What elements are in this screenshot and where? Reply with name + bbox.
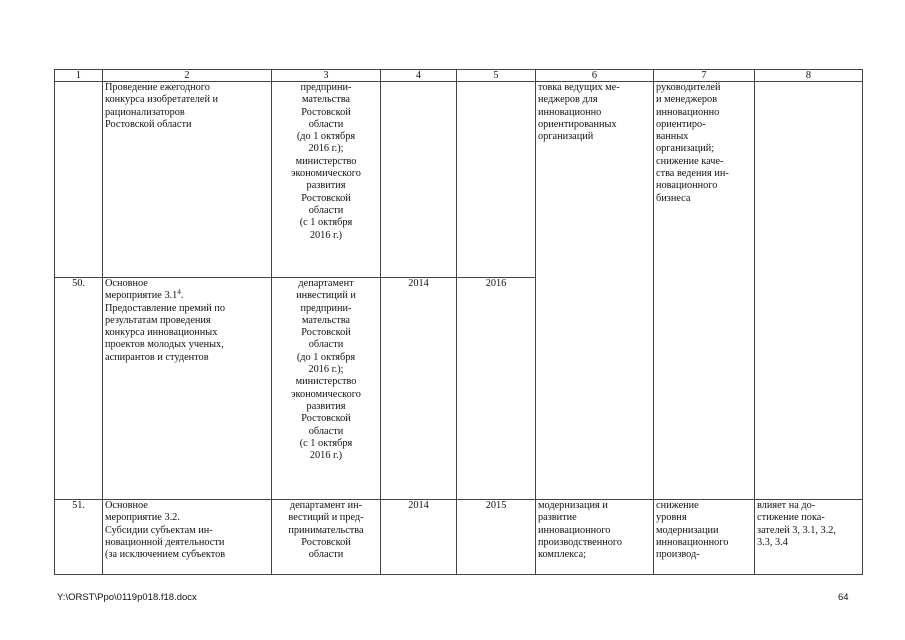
- row50-measure-text-b: . Предоставление премий по результатам проведения конкурса инновационных проектов молодых ученых, аспирантов и студентов: [105, 290, 226, 363]
- row51-result: модернизация и развитие инновационного производственного комплекса;: [536, 500, 654, 575]
- cont-end-cell: [457, 82, 536, 278]
- row50-num: 50.: [55, 278, 103, 500]
- table-row-51: [55, 500, 863, 575]
- table-header-row: [55, 70, 863, 82]
- cont-indicator-cell: [755, 82, 863, 500]
- row51-consequence: снижение уровня модернизации инновационного производ-: [654, 500, 755, 575]
- row51-measure: Основное мероприятие 3.2. Субсидии субъектам ин- новационной деятельности (за исключением субъектов: [103, 500, 272, 575]
- program-measures-table: [54, 69, 863, 575]
- row50-start-year: 2014: [381, 278, 457, 500]
- cont-measure-cell: Проведение ежегодного конкурса изобретателей и рационализаторов Ростовской области: [103, 82, 272, 278]
- row51-executor: департамент ин- вестиций и пред- принимательства Ростовской области: [272, 500, 381, 575]
- row50-end-year: 2016: [457, 278, 536, 500]
- header-col-7: 7: [654, 70, 755, 82]
- row51-end-year: 2015: [457, 500, 536, 575]
- header-col-4: 4: [381, 70, 457, 82]
- header-col-2: 2: [103, 70, 272, 82]
- page-number: 64: [838, 592, 849, 603]
- header-col-3: 3: [272, 70, 381, 82]
- row50-measure-text-a: Основное мероприятие 3.1: [105, 278, 178, 302]
- row51-indicators: влияет на до- стижение пока- зателей 3, 3.1, 3.2, 3.3, 3.4: [755, 500, 863, 575]
- row51-num: 51.: [55, 500, 103, 575]
- header-col-8: 8: [755, 70, 863, 82]
- footer-file-path: Y:\ORST\Ppo\0119p018.f18.docx: [57, 592, 197, 603]
- cont-result-cell: товка ведущих ме- неджеров для инновационно ориентированных организаций: [536, 82, 654, 500]
- cont-num-cell: [55, 82, 103, 278]
- table-row-continued: [55, 82, 863, 278]
- row51-start-year: 2014: [381, 500, 457, 575]
- cont-start-cell: [381, 82, 457, 278]
- row50-measure: [103, 278, 272, 500]
- cont-executor-cell: предприни- мательства Ростовской области (до 1 октября 2016 г.); министерство экономического развития Ростовской области (с 1 октября 2016 г.): [272, 82, 381, 278]
- header-col-5: 5: [457, 70, 536, 82]
- cont-consequence-cell: руководителей и менеджеров инновационно ориентиро- ванных организаций; снижение каче- ства ведения ин- новационного бизнеса: [654, 82, 755, 500]
- row50-footnote-mark: 4: [177, 288, 181, 297]
- header-col-1: 1: [55, 70, 103, 82]
- row50-executor: департамент инвестиций и предприни- мательства Ростовской области (до 1 октября 2016 г.); министерство экономического развития Ростовской области (с 1 октября 2016 г.): [272, 278, 381, 500]
- header-col-6: 6: [536, 70, 654, 82]
